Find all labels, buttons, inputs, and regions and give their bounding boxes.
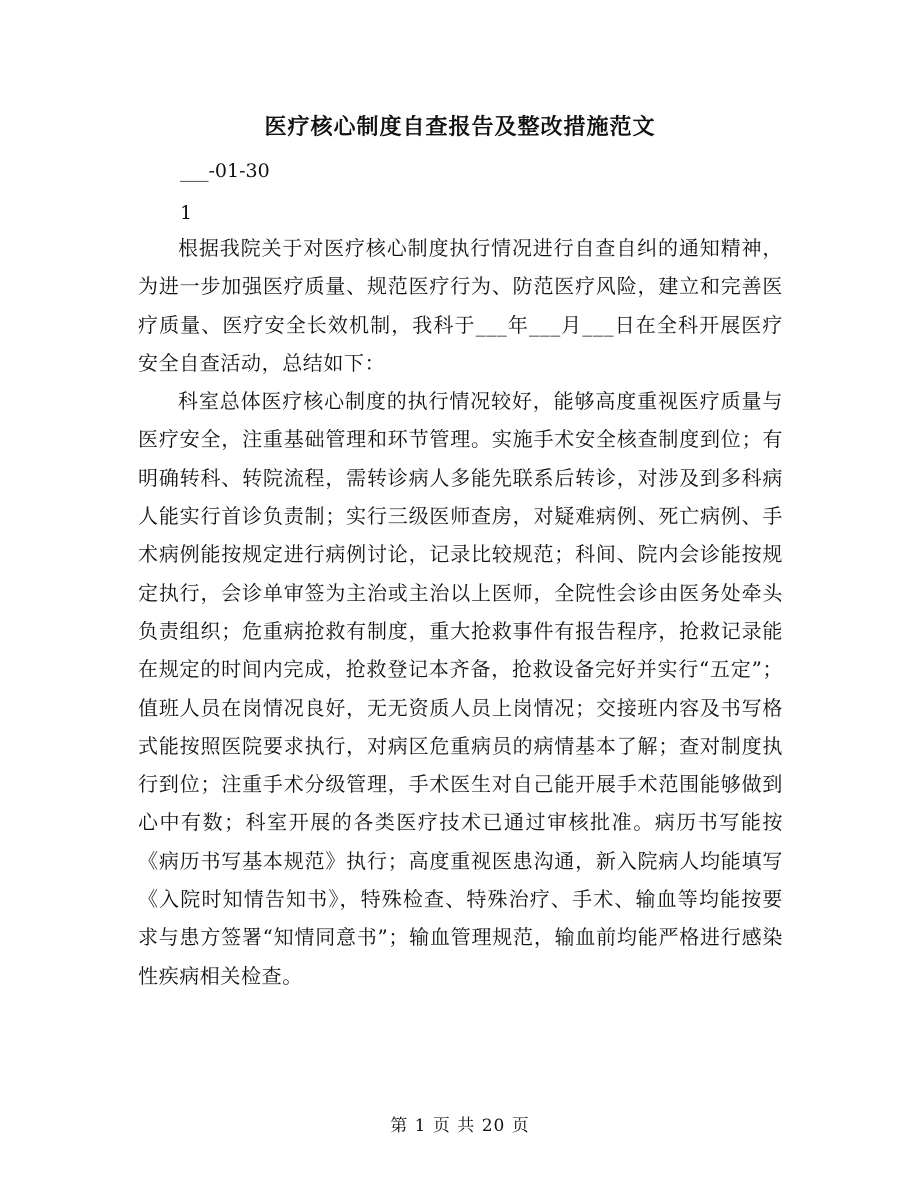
page-footer: 第 1 页 共 20 页	[390, 1116, 530, 1136]
paragraph-intro: 根据我院关于对医疗核心制度执行情况进行自查自纠的通知精神，为进一步加强医疗质量、规范医疗行为、防范医疗风险，建立和完善医疗质量、医疗安全长效机制，我科于___年___月___日在全科开展医疗安全自查活动，总结如下：	[138, 236, 783, 375]
date-line: ___-01-30	[180, 160, 270, 182]
document-title: 医疗核心制度自查报告及整改措施范文	[264, 114, 656, 140]
paragraph-summary: 科室总体医疗核心制度的执行情况较好，能够高度重视医疗质量与医疗安全，注重基础管理和环节管理。实施手术安全核查制度到位；有明确转科、转院流程，需转诊病人多能先联系后转诊，对涉及到多科病人能实行首诊负责制；实行三级医师查房，对疑难病例、死亡病例、手术病例能按规定进行病例讨论，记录比较规范；科间、院内会诊能按规定执行，会诊单审签为主治或主治以上医师，全院性会诊由医务处牵头负责组织；危重病抢救有制度，重大抢救事件有报告程序，抢救记录能在规定的时间内完成，抢救登记本齐备，抢救设备完好并实行“五定”；值班人员在岗情况良好，无无资质人员上岗情况；交接班内容及书写格式能按照医院要求执行，对病区危重病员的病情基本了解；查对制度执行到位；注重手术分级管理，手术医生对自己能开展手术范围能够做到心中有数；科室开展的各类医疗技术已通过审核批准。病历书写能按《病历书写基本规范》执行；高度重视医患沟通，新入院病人均能填写《入院时知情告知书》，特殊检查、特殊治疗、手术、输血等均能按要求与患方签署“知情同意书”；输血管理规范，输血前均能严格进行感染性疾病相关检查。	[138, 389, 783, 988]
document-body	[138, 229, 783, 995]
number-line: 1	[180, 202, 193, 224]
